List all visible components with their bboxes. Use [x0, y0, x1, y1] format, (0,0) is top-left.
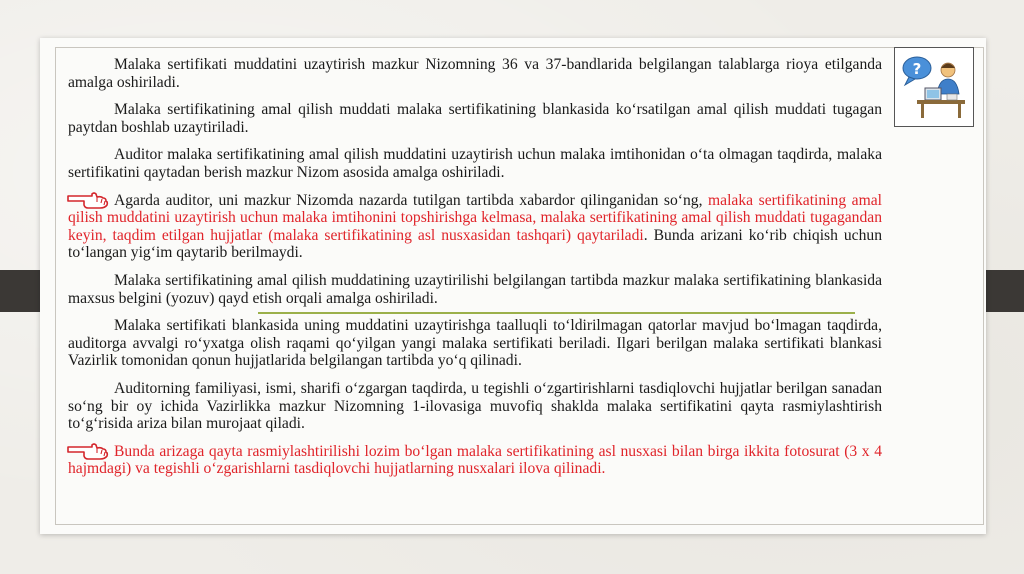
left-side-bar — [0, 270, 40, 312]
help-desk-illustration — [895, 48, 973, 126]
pointing-hand-icon — [66, 190, 110, 210]
help-desk-icon — [894, 47, 974, 127]
paragraph-5: Malaka sertifikatining amal qilish muddatining uzaytirilishi belgilangan tartibda mazkur malaka sertifikatining blankasida maxsus belgini (yozuv) qayd etish orqali amalga oshiriladi. — [68, 271, 882, 307]
paragraph-1: Malaka sertifikati muddatini uzaytirish mazkur Nizomning 36 va 37-bandlarida belgilangan talablarga rioya etilganda amalga oshiriladi. — [68, 56, 882, 91]
paragraph-8 — [68, 443, 882, 478]
paragraph-6: Malaka sertifikati blankasida uning muddatini uzaytirishga taalluqli to‘ldirilmagan qatorlar mavjud bo‘lmagan taqdirda, auditorga avvalgi ro‘yxatga olish raqami qo‘yilgan yangi malaka sertifikati beriladi. Ilgari berilgan malaka sertifikati blankasi Vazirlik tomonidan qonun hujjatlarida belgilangan tartibda yo‘q qilinadi. — [68, 317, 882, 370]
paragraph-4-text: Agarda auditor, uni mazkur Nizomda nazarda tutilgan tartibda xabardor qilinganidan so‘ng, — [114, 191, 709, 209]
paragraph-7: Auditorning familiyasi, ismi, sharifi o‘zgargan taqdirda, u tegishli o‘zgartirishlarni tasdiqlovchi hujjatlar berilgan sanadan so‘ng bir oy ichida Vazirlikka mazkur Nizomning 1-ilovasiga muvofiq shaklda malaka sertifikatini qayta rasmiylashtirish to‘g‘risida ariza bilan murojaat qiladi. — [68, 379, 882, 433]
paragraph-2: Malaka sertifikatining amal qilish muddati malaka sertifikatining blankasida ko‘rsatilgan amal qilish muddati tugagan paytdan boshlab uzaytiriladi. — [68, 101, 882, 136]
paragraph-3: Auditor malaka sertifikatining amal qilish muddatini uzaytirish uchun malaka imtihonidan o‘ta olmagan taqdirda, malaka sertifikatini qaytadan berish mazkur Nizom asosida amalga oshiriladi. — [68, 146, 882, 181]
paragraph-4-red-text: malaka sertifikatining amal qilish muddatini uzaytirish uchun malaka imtihonini topshirishga kelmasa, malaka sertifikatining amal qilish muddati tugagandan keyin, taqdim etilgan hujjatlar (malaka sertifikatining asl nusxasidan tashqari) qaytariladi — [68, 191, 882, 244]
paragraph-8-red-text: Bunda arizaga qayta rasmiylashtirilishi lozim bo‘lgan malaka sertifikatining asl nusxasi bilan birga ikkita fotosurat (3 x 4 hajmdagi) va tegishli o‘zgarishlarni tasdiqlovchi hujjatlarning nusxalari ilova qilinadi. — [68, 442, 882, 478]
paragraph-4-tail-text: . Bunda arizani ko‘rib chiqish uchun to‘langan yig‘im qaytarib berilmaydi. — [68, 226, 882, 262]
paragraph-4 — [68, 192, 882, 262]
svg-text:?: ? — [912, 60, 922, 78]
pointing-hand-icon — [66, 441, 110, 461]
slide-text — [68, 56, 882, 488]
